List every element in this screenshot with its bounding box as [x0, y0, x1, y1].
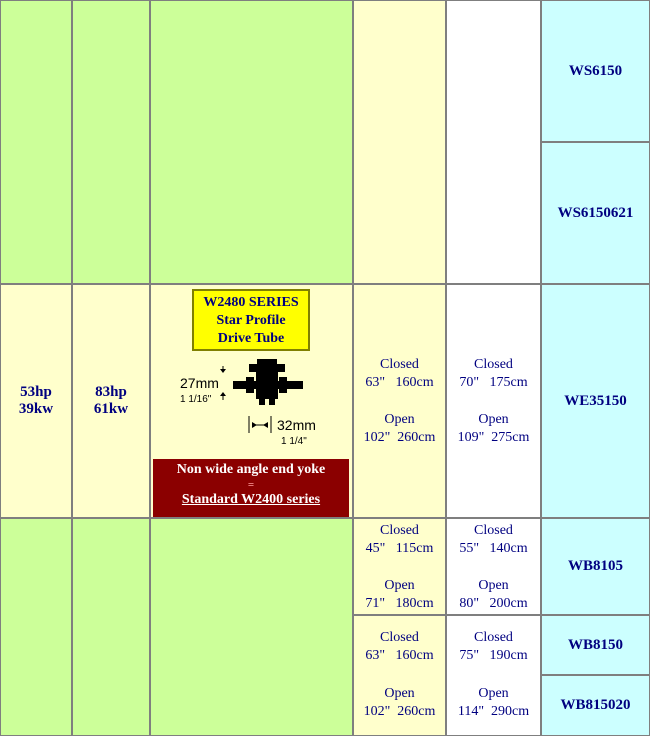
- product-cell: [541, 675, 650, 736]
- power-hp: 53hp: [20, 384, 52, 400]
- closed-length: 75" 190cm: [459, 648, 528, 663]
- series-line: Drive Tube: [217, 331, 285, 346]
- product-cell: [541, 284, 650, 518]
- max-length-cell: [446, 284, 541, 518]
- dim-b-inch: 1 1/4": [281, 436, 307, 447]
- open-length: 71" 180cm: [365, 596, 434, 611]
- product-code-link[interactable]: WE35150: [564, 392, 627, 409]
- closed-label: Closed: [474, 357, 513, 372]
- min-length-cell: [353, 0, 446, 284]
- product-cell: [541, 615, 650, 675]
- open-label: Open: [478, 578, 509, 593]
- power-cell-hp: [0, 0, 72, 284]
- open-length: 114" 290cm: [457, 704, 530, 719]
- dim-b-label: 32mm: [277, 417, 316, 433]
- closed-label: Closed: [380, 357, 419, 372]
- max-length-cell: [446, 615, 541, 736]
- max-length-cell: [446, 518, 541, 615]
- min-length-cell: [353, 284, 446, 518]
- closed-length: 63" 160cm: [365, 375, 434, 390]
- product-code-link[interactable]: WS6150: [568, 62, 623, 79]
- closed-label: Closed: [474, 630, 513, 645]
- open-label: Open: [384, 578, 415, 593]
- open-label: Open: [384, 412, 415, 427]
- open-label: Open: [478, 412, 509, 427]
- closed-length: 55" 140cm: [459, 541, 528, 556]
- closed-length: 45" 115cm: [365, 541, 434, 556]
- open-label: Open: [384, 686, 415, 701]
- min-length-cell: [353, 518, 446, 615]
- product-code-link[interactable]: WS6150621: [557, 204, 634, 221]
- power-cell: [0, 284, 72, 518]
- product-cell: [541, 0, 650, 142]
- drive-tube-cell: [150, 518, 353, 736]
- product-code-link[interactable]: WB815020: [560, 697, 631, 713]
- open-length: 109" 275cm: [457, 430, 530, 445]
- open-label: Open: [478, 686, 509, 701]
- open-length: 102" 260cm: [363, 704, 436, 719]
- series-line: Star Profile: [216, 313, 286, 328]
- power-kw: 39kw: [18, 401, 54, 417]
- power-cell: [0, 518, 72, 736]
- product-code-link[interactable]: WB8150: [567, 636, 623, 653]
- drive-tube-cell: [150, 0, 353, 284]
- closed-label: Closed: [380, 630, 419, 645]
- series-title: W2480 SERIES: [203, 295, 299, 310]
- open-length: 80" 200cm: [459, 596, 528, 611]
- end-yoke-note: [153, 459, 349, 517]
- max-length-cell: [446, 0, 541, 284]
- product-cell: [541, 518, 650, 615]
- note-separator: =: [247, 479, 255, 491]
- min-length-cell: [353, 615, 446, 736]
- power-cell: [72, 518, 150, 736]
- closed-label: Closed: [474, 523, 513, 538]
- power-hp: 83hp: [95, 384, 127, 400]
- dim-a-inch: 1 1/16": [180, 394, 212, 405]
- product-cell: [541, 142, 650, 284]
- power-kw: 61kw: [93, 401, 129, 417]
- drive-tube-cell: [150, 284, 353, 518]
- open-length: 102" 260cm: [363, 430, 436, 445]
- note-line: Non wide angle end yoke: [176, 462, 326, 477]
- power-cell-kw: [72, 0, 150, 284]
- closed-label: Closed: [380, 523, 419, 538]
- closed-length: 70" 175cm: [459, 375, 528, 390]
- power-cell: [72, 284, 150, 518]
- standard-series-link[interactable]: Standard W2400 series: [181, 492, 321, 507]
- star-profile-diagram: [151, 285, 354, 455]
- dim-a-label: 27mm: [180, 375, 219, 391]
- product-code-link[interactable]: WB8105: [567, 558, 623, 574]
- closed-length: 63" 160cm: [365, 648, 434, 663]
